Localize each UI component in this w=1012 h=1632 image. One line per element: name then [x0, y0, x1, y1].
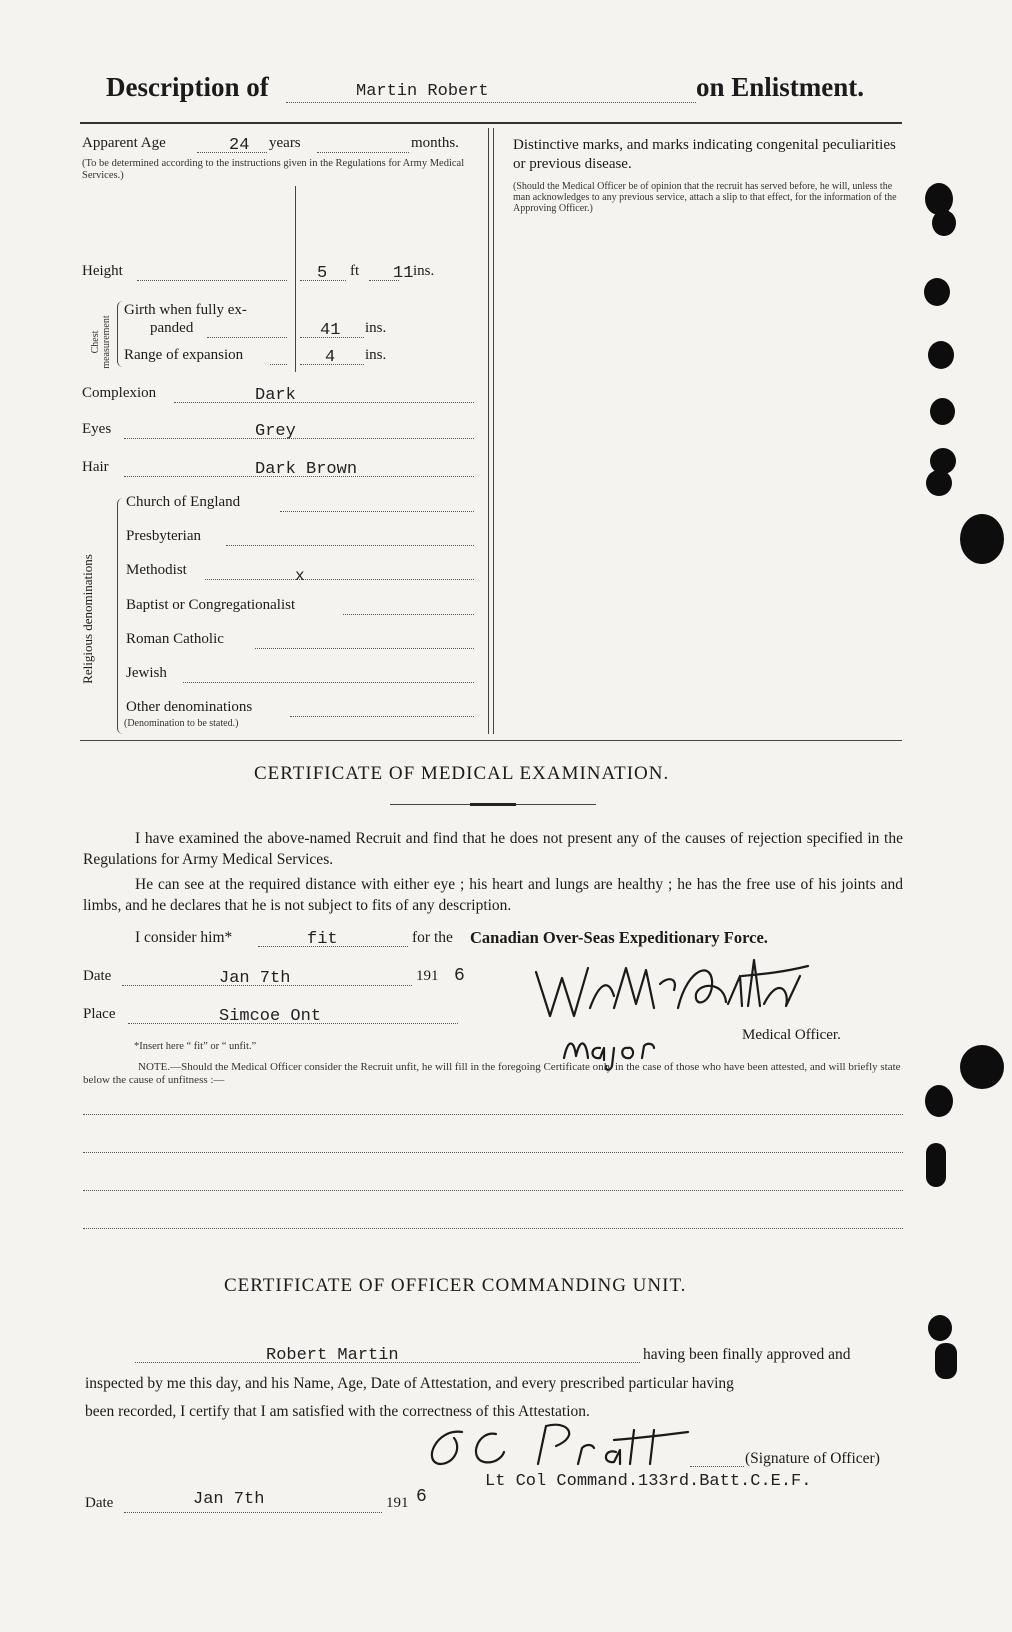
complexion-dots: [174, 402, 474, 403]
marks-heading: [513, 136, 903, 174]
height-dots: [137, 280, 287, 281]
girth-label-2: panded: [150, 320, 194, 336]
medical-note-text: NOTE.—Should the Medical Officer consider the Recruit unfit, he will fill in the foregoing Certificate only in the case of those who have been attested, and will briefly state below the cause of unfitness :—: [83, 1061, 901, 1086]
hair-value: Dark Brown: [255, 460, 358, 479]
punch-hole: [926, 470, 952, 496]
right-column-divider: [488, 128, 489, 734]
complexion-value: Dark: [255, 386, 296, 405]
consider-prefix: I consider him*: [135, 929, 233, 946]
force-name: Canadian Over-Seas Expeditionary Force.: [470, 928, 768, 947]
marks-note-text: (Should the Medical Officer be of opinion that the recruit has served before, he will, unless the man acknowledges to any previous service, attach a slip to that effect, for the information of the Approving Officer.): [513, 181, 897, 214]
range-unit: ins.: [365, 347, 387, 363]
co-date-dots: [124, 1512, 382, 1513]
religion-jewish: Jewish: [126, 665, 167, 681]
years-label: years: [269, 135, 301, 151]
age-note: [82, 158, 478, 182]
signature-label: (Signature of Officer): [745, 1450, 880, 1467]
marks-heading-text: Distinctive marks, and marks indicating congenital peculiarities or previous disease.: [513, 137, 896, 172]
header-name: Martin Robert: [356, 82, 489, 101]
medical-officer-label: Medical Officer.: [742, 1027, 841, 1043]
header-name-line: [286, 102, 696, 103]
eyes-dots: [124, 438, 474, 439]
co-year-prefix: 191: [386, 1495, 409, 1511]
consider-suffix: for the: [412, 929, 453, 946]
girth-dots: [207, 337, 287, 338]
height-ins: 11: [393, 264, 414, 283]
unfitness-line-3: [83, 1190, 903, 1191]
place-label: Place: [83, 1006, 116, 1022]
medical-para2: [83, 874, 903, 916]
religion-dots: [280, 511, 474, 512]
height-ft: 5: [317, 264, 328, 283]
religion-roman-catholic: Roman Catholic: [126, 631, 224, 647]
co-line2: inspected by me this day, and his Name, Age, Date of Attestation, and every prescribed particular having: [85, 1375, 734, 1392]
religion-dots: [343, 614, 474, 615]
months-label: months.: [411, 135, 459, 151]
age-value: 24: [229, 136, 250, 155]
punch-hole: [932, 210, 956, 236]
insert-note: *Insert here “ fit” or “ unfit.”: [134, 1041, 257, 1052]
punch-hole: [925, 1085, 953, 1117]
religion-dots: [205, 579, 474, 580]
place-value: Simcoe Ont: [219, 1007, 322, 1026]
co-signature-dots: [690, 1466, 744, 1467]
medical-title-rule-accent: [470, 803, 516, 806]
major-text: [560, 1026, 594, 1038]
medical-para1: [83, 828, 903, 870]
punch-hole: [935, 1343, 957, 1379]
religion-label: Religious denominations: [80, 554, 95, 684]
punch-hole: [928, 1315, 952, 1341]
eyes-value: Grey: [255, 422, 296, 441]
co-line3: been recorded, I certify that I am satisfied with the correctness of this Attestation.: [85, 1403, 590, 1420]
months-dots: [317, 152, 409, 153]
complexion-label: Complexion: [82, 385, 157, 401]
religion-baptist: Baptist or Congregationalist: [126, 597, 296, 613]
header-prefix: Description of: [106, 72, 269, 102]
chest-brace: [117, 301, 124, 367]
left-column-divider: [295, 186, 296, 372]
religion-methodist: Methodist: [126, 562, 187, 578]
header-title: [106, 72, 269, 103]
punch-hole: [926, 1143, 946, 1187]
religion-dots: [226, 545, 474, 546]
co-date-value: Jan 7th: [193, 1490, 265, 1509]
punch-hole: [924, 278, 950, 306]
religion-methodist-mark: x: [295, 567, 305, 585]
medical-note: [83, 1061, 905, 1087]
girth-value: 41: [320, 321, 341, 340]
punch-hole: [960, 1045, 1004, 1089]
unfitness-line-2: [83, 1152, 903, 1153]
ft-label: ft: [350, 263, 360, 279]
range-value: 4: [325, 348, 336, 367]
medical-para1-text: I have examined the above-named Recruit and find that he does not present any of the causes of rejection specified in the Regulations for Army Medical Services.: [83, 830, 903, 868]
unfitness-line-1: [83, 1114, 903, 1115]
consider-value: fit: [307, 930, 338, 949]
religion-dots: [255, 648, 474, 649]
co-line1-suffix: having been finally approved and: [643, 1346, 851, 1363]
girth-label-1: Girth when fully ex-: [124, 302, 247, 318]
hair-label: Hair: [82, 459, 109, 475]
age-note-text: (To be determined according to the instructions given in the Regulations for Army Medical Services.): [82, 158, 465, 181]
commanding-officer-signature: [418, 1418, 718, 1480]
header-suffix: on Enlistment.: [696, 72, 865, 102]
header-rule: [80, 122, 902, 124]
chest-label: Chest measurement: [90, 315, 112, 369]
medical-date-value: Jan 7th: [219, 969, 291, 988]
medical-date-label: Date: [83, 968, 112, 984]
girth-unit: ins.: [365, 320, 387, 336]
co-name-value: Robert Martin: [266, 1346, 399, 1365]
age-label: Apparent Age: [82, 135, 166, 151]
religion-church-of-england: Church of England: [126, 494, 241, 510]
punch-hole: [930, 398, 955, 425]
ins-label: ins.: [413, 263, 435, 279]
eyes-label: Eyes: [82, 421, 112, 437]
officer-title: Lt Col Command.133rd.Batt.C.E.F.: [485, 1472, 812, 1491]
religion-presbyterian: Presbyterian: [126, 528, 201, 544]
co-year-digit: 6: [416, 1487, 427, 1507]
unfitness-line-4: [83, 1228, 903, 1229]
religion-dots: [290, 716, 474, 717]
medical-officer-signature: [528, 946, 828, 1028]
religion-dots: [183, 682, 474, 683]
co-date-label: Date: [85, 1495, 114, 1511]
range-label: Range of expansion: [124, 347, 244, 363]
range-dots: [270, 364, 287, 365]
punch-hole: [960, 514, 1004, 564]
form-bottom-rule: [80, 740, 902, 741]
commanding-title: CERTIFICATE OF OFFICER COMMANDING UNIT.: [224, 1275, 687, 1296]
religion-other: Other denominations: [126, 699, 253, 715]
medical-year-prefix: 191: [416, 968, 439, 984]
right-column-divider-2: [493, 128, 494, 734]
height-label: Height: [82, 263, 123, 279]
punch-hole: [928, 341, 954, 369]
medical-year-digit: 6: [454, 966, 465, 986]
medical-title: CERTIFICATE OF MEDICAL EXAMINATION.: [254, 763, 670, 784]
denomination-note: (Denomination to be stated.): [124, 718, 239, 729]
religion-brace: [117, 498, 124, 734]
medical-para2-text: He can see at the required distance with either eye ; his heart and lungs are healthy ; he has the free use of his joints and limbs, and he declares that he is not subject to fits of any description.: [83, 876, 903, 914]
marks-note: [513, 181, 905, 214]
